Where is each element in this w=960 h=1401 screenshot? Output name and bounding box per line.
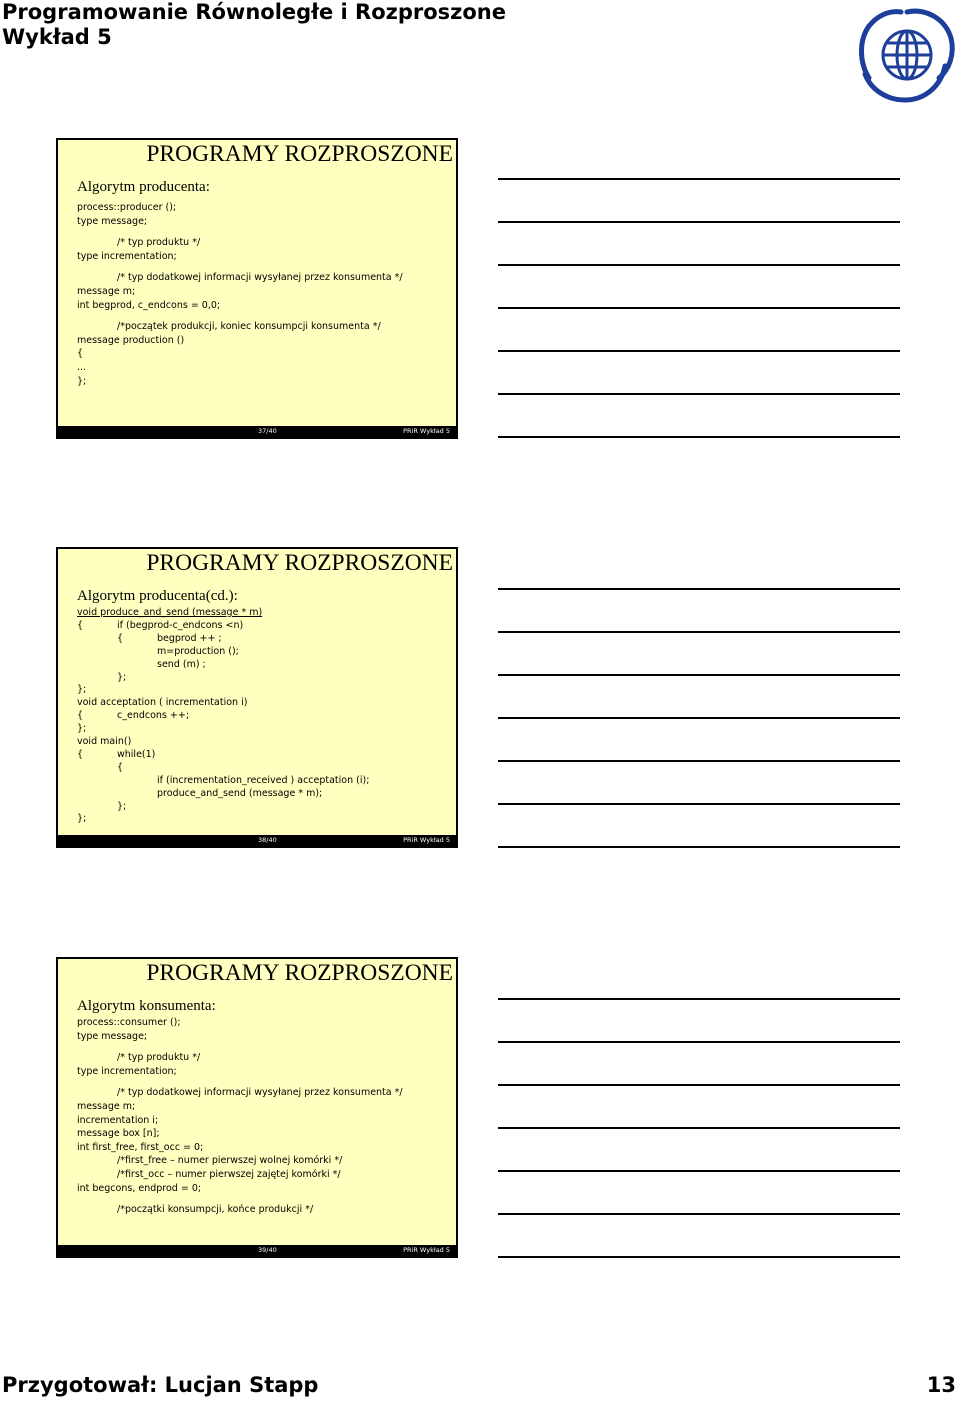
slide-title: PROGRAMY ROZPROSZONE xyxy=(146,960,453,986)
code-line: /*first_occ – numer pierwszej zajętej komórki */ xyxy=(117,1169,341,1180)
note-line xyxy=(498,264,900,266)
note-line xyxy=(498,350,900,352)
slide-38 xyxy=(56,547,458,848)
note-line xyxy=(498,307,900,309)
page-number: 13 xyxy=(926,1373,956,1397)
code-line: message m; xyxy=(77,286,136,297)
code-line: incrementation i; xyxy=(77,1114,159,1126)
note-line xyxy=(498,1213,900,1215)
code-line: produce_and_send (message * m); xyxy=(157,787,323,799)
code-line: }; xyxy=(77,375,87,387)
note-line xyxy=(498,588,900,590)
note-line xyxy=(498,1127,900,1129)
code-line: { xyxy=(77,619,84,631)
note-line xyxy=(498,393,900,395)
code-line: /*początek produkcji, koniec konsumpcji konsumenta */ xyxy=(117,321,381,333)
code-line-continuation: if (begprod-c_endcons <n) xyxy=(117,619,244,631)
note-line xyxy=(498,803,900,805)
code-line: int first_free, first_occ = 0; xyxy=(77,1141,204,1153)
code-line: void acceptation ( incrementation i) xyxy=(77,697,248,709)
code-line: if (incrementation_received ) acceptation (i); xyxy=(157,774,370,786)
slide-subtitle: Algorytm producenta(cd.): xyxy=(77,588,238,604)
slide-footer-label: PRiR Wykład 5 xyxy=(403,427,450,435)
code-line: m=production (); xyxy=(157,645,239,657)
code-line: { xyxy=(117,632,124,644)
code-line: type message; xyxy=(77,215,148,227)
slide-footer xyxy=(58,426,456,437)
slide-footer xyxy=(58,1245,456,1256)
slide-page-number: 39/40 xyxy=(258,1246,277,1254)
code-line: send (m) ; xyxy=(157,658,206,670)
slide-footer xyxy=(58,835,456,846)
document-subtitle: Wykład 5 xyxy=(2,25,112,49)
slide-subtitle: Algorytm konsumenta: xyxy=(77,998,216,1014)
note-line xyxy=(498,846,900,848)
code-line: process::producer (); xyxy=(77,202,177,213)
note-line xyxy=(498,436,900,438)
code-line: type message; xyxy=(77,1030,148,1042)
code-line: }; xyxy=(117,671,127,683)
code-line: void produce_and_send (message * m) xyxy=(77,607,263,618)
code-line: /*first_free – numer pierwszej wolnej komórki */ xyxy=(117,1155,343,1167)
code-line: { xyxy=(77,748,84,760)
code-line: message m; xyxy=(77,1101,136,1112)
slide-footer-label: PRiR Wykład 5 xyxy=(403,1246,450,1254)
code-line: { xyxy=(77,348,84,360)
slide-title: PROGRAMY ROZPROSZONE xyxy=(146,550,453,576)
note-line xyxy=(498,1170,900,1172)
note-line xyxy=(498,998,900,1000)
note-line xyxy=(498,760,900,762)
code-line: ... xyxy=(77,362,87,373)
code-line: /*początki konsumpcji, końce produkcji */ xyxy=(117,1204,314,1216)
code-line: type incrementation; xyxy=(77,250,177,262)
slide-footer-label: PRiR Wykład 5 xyxy=(403,836,450,844)
author-credit: Przygotował: Lucjan Stapp xyxy=(2,1373,319,1397)
code-line: /* typ produktu */ xyxy=(117,1052,201,1064)
code-line: message box [n]; xyxy=(77,1128,160,1140)
code-line: message production () xyxy=(77,334,185,346)
note-line xyxy=(498,1256,900,1258)
code-line: /* typ dodatkowej informacji wysyłanej przez konsumenta */ xyxy=(117,1087,403,1099)
slide-title: PROGRAMY ROZPROSZONE xyxy=(146,141,453,167)
code-line-continuation: while(1) xyxy=(117,748,156,760)
code-line: int begcons, endprod = 0; xyxy=(77,1182,202,1194)
slide-subtitle: Algorytm producenta: xyxy=(77,179,210,195)
code-line: }; xyxy=(77,723,87,735)
document-title: Programowanie Równoległe i Rozproszone xyxy=(2,0,506,24)
code-line: { xyxy=(117,761,124,773)
code-line: void main() xyxy=(77,736,132,747)
code-line-continuation: c_endcons ++; xyxy=(117,710,190,722)
note-line xyxy=(498,221,900,223)
slide-page-number: 37/40 xyxy=(258,427,277,435)
note-line xyxy=(498,674,900,676)
note-line xyxy=(498,631,900,633)
code-line: /* typ dodatkowej informacji wysyłanej przez konsumenta */ xyxy=(117,272,403,284)
code-line: process::consumer (); xyxy=(77,1017,181,1028)
slide-page-number: 38/40 xyxy=(258,836,277,844)
slide-39 xyxy=(56,957,458,1258)
code-line: }; xyxy=(77,813,87,825)
note-line xyxy=(498,1041,900,1043)
globe-logo-icon xyxy=(855,4,959,106)
code-line: }; xyxy=(117,800,127,812)
code-line: int begprod, c_endcons = 0,0; xyxy=(77,299,221,311)
slide-37 xyxy=(56,138,458,439)
note-line xyxy=(498,717,900,719)
note-line xyxy=(498,1084,900,1086)
code-line: { xyxy=(77,710,84,722)
code-line: type incrementation; xyxy=(77,1065,177,1077)
note-line xyxy=(498,178,900,180)
code-line-continuation: begprod ++ ; xyxy=(157,632,222,644)
code-line: /* typ produktu */ xyxy=(117,237,201,249)
code-line: }; xyxy=(77,684,87,696)
